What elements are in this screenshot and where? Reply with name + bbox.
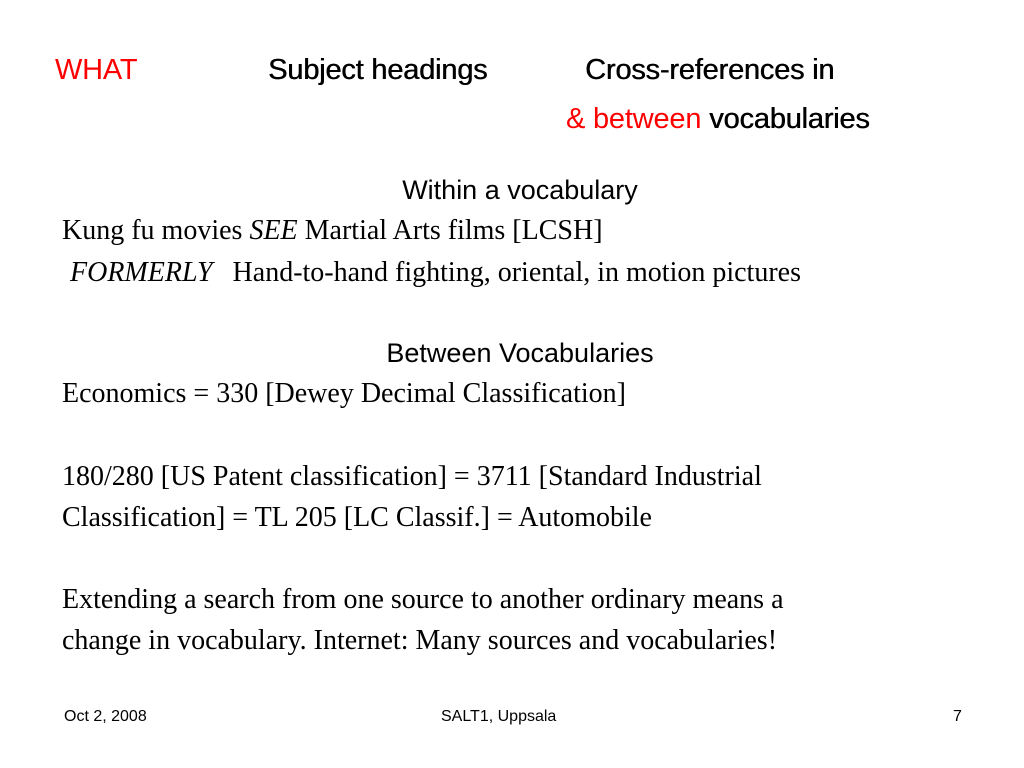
formerly-line	[70, 256, 801, 290]
title-second-line	[566, 102, 870, 136]
within-vocabulary-heading: Within a vocabulary	[402, 175, 638, 205]
formerly-text: Hand-to-hand fighting, oriental, in motion pictures	[232, 257, 801, 288]
what-label: WHAT	[55, 54, 138, 86]
extending-line-1: Extending a search from one source to another ordinary means a	[62, 584, 784, 615]
extending-line-2: change in vocabulary. Internet: Many sources and vocabularies!	[62, 625, 778, 656]
footer-event: SALT1, Uppsala	[441, 708, 557, 725]
footer-date: Oct 2, 2008	[64, 708, 147, 725]
footer-page-number: 7	[953, 708, 962, 725]
patent-line-2: Classification] = TL 205 [LC Classif.] = Automobile	[62, 502, 652, 533]
between-vocabularies-heading: Between Vocabularies	[386, 338, 654, 368]
economics-line: Economics = 330 [Dewey Decimal Classification]	[62, 378, 626, 409]
vocabularies-label: vocabularies	[709, 103, 870, 135]
and-between-label: & between	[566, 103, 702, 135]
patent-line-1: 180/280 [US Patent classification] = 3711 [Standard Industrial	[62, 461, 762, 492]
subject-headings-title: Subject headings	[268, 54, 488, 86]
formerly-keyword: FORMERLY	[70, 257, 213, 288]
cross-references-title: Cross-references in	[585, 54, 835, 86]
kung-fu-suffix: Martial Arts films [LCSH]	[297, 215, 603, 246]
see-keyword: SEE	[249, 215, 298, 246]
kung-fu-line	[62, 214, 603, 248]
kung-fu-prefix: Kung fu movies	[62, 215, 250, 246]
